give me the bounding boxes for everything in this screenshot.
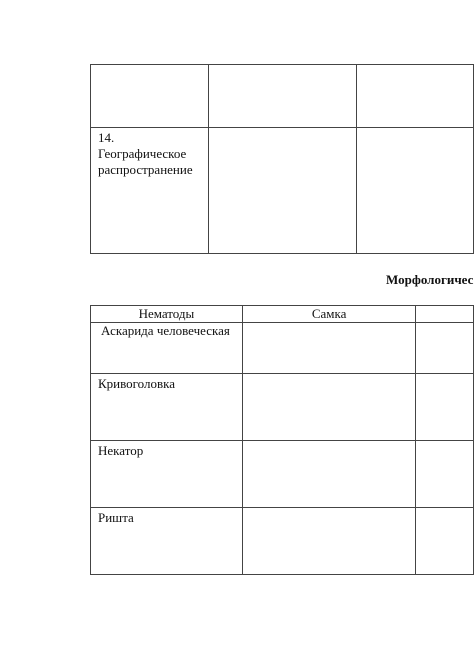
table-cell <box>242 508 416 575</box>
row-number: 14. <box>98 130 115 145</box>
table-header-row <box>91 306 474 323</box>
table-cell <box>416 508 474 575</box>
table-cell <box>208 128 356 254</box>
column-header-third <box>416 306 474 323</box>
column-header-female: Самка <box>242 306 416 323</box>
table-row <box>91 441 474 508</box>
table-cell <box>356 65 473 128</box>
nematodes-table <box>90 305 474 575</box>
table-cell <box>242 441 416 508</box>
nematode-name: Некатор <box>91 441 243 508</box>
table-row <box>91 323 474 374</box>
row-label-line: распространение <box>98 162 193 177</box>
table-cell <box>208 65 356 128</box>
table-cell <box>91 65 209 128</box>
nematode-name: Аскарида человеческая <box>91 323 243 374</box>
nematode-name: Ришта <box>91 508 243 575</box>
table-cell <box>242 374 416 441</box>
table-cell <box>242 323 416 374</box>
geography-cell <box>91 128 209 254</box>
column-header-nematodes: Нематоды <box>91 306 243 323</box>
upper-table <box>90 64 474 254</box>
table-cell <box>356 128 473 254</box>
table-row <box>91 65 474 128</box>
row-label-line: Географическое <box>98 146 187 161</box>
nematode-name: Кривоголовка <box>91 374 243 441</box>
table-cell <box>416 323 474 374</box>
section-heading: Морфологичес <box>386 272 474 287</box>
table-cell <box>416 441 474 508</box>
table-row <box>91 374 474 441</box>
table-row <box>91 508 474 575</box>
table-cell <box>416 374 474 441</box>
table-row <box>91 128 474 254</box>
